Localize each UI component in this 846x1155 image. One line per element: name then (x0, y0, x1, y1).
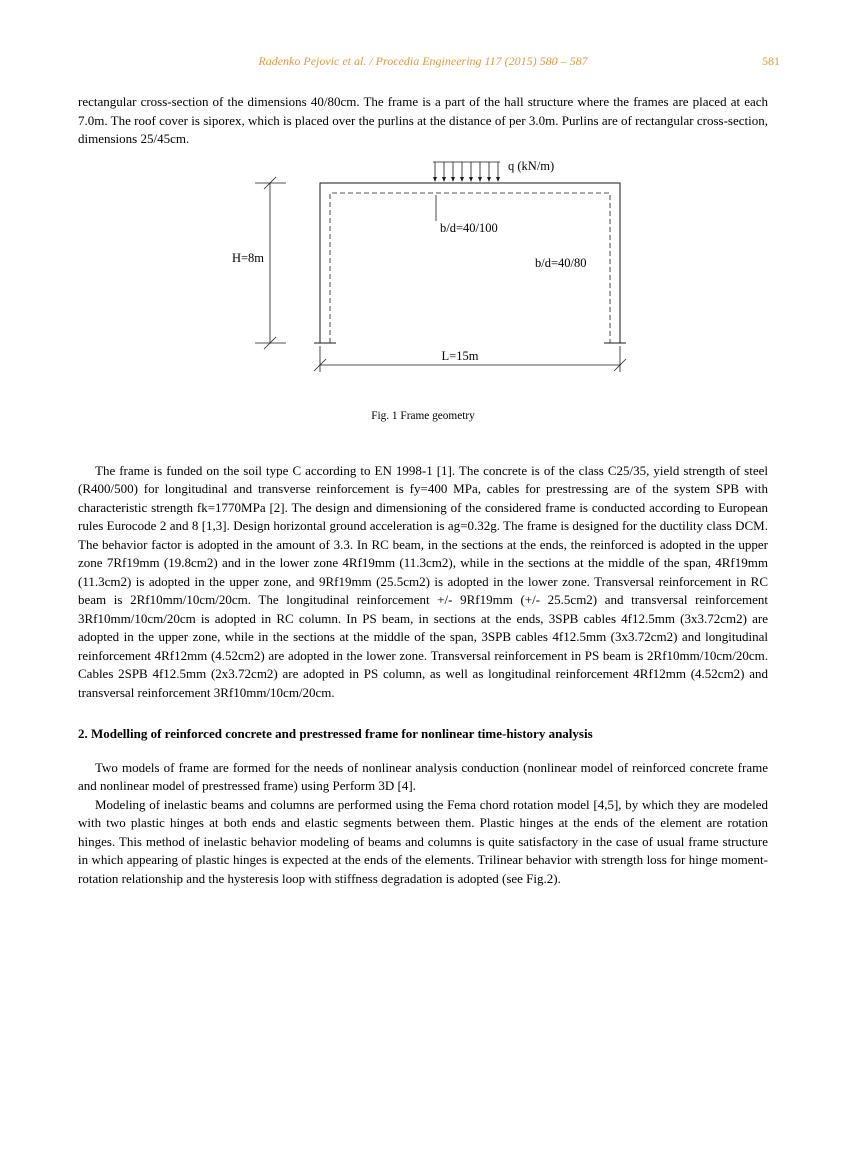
page-header (78, 54, 780, 69)
paragraph-design: The frame is funded on the soil type C according to EN 1998-1 [1]. The concrete is of the class C25/35, yield strength of steel (R400/500) for longitudinal and transverse reinforcement is fy=400 MPa, cables for prestressing are of the system SPB with characteristic strength fk=1770MPa [2]. The design and dimensioning of the considered frame is conducted according to European rules Eurocode 2 and 8 [1,3]. Design horizontal ground acceleration is ag=0.32g. The frame is designed for the ductility class DCM. The behavior factor is adopted in the amount of 3.3. In RC beam, in the sections at the ends, the reinforced is adopted in the upper zone 7Rf19mm (19.8cm2) and in the lower zone 4Rf19mm (11.3cm2), while in the sections at the middle of the span, 4Rf19mm (11.3cm2) is adopted in the upper zone, and 9Rf19mm (25.5cm2) is adopted in the lower zone. Transversal reinforcement in RC beam is 2Rf10mm/10cm/20cm. The longitudinal reinforcement +/- 9Rf19mm (+/- 25.5cm2) and transversal reinforcement 3Rf10mm/10cm/20cm is adopted in RC column. In PS beam, in sections at the ends, 3SPB cables 4f12.5mm (3x3.72cm2) are adopted in the upper zone, while in the sections at the middle of the span, 3SPB cables 4f12.5mm (3x3.72cm2) and longitudinal reinforcement 4Rf12mm (4.52cm2) are adopted in the lower zone. Transversal reinforcement in PS beam is 2Rf10mm/10cm/20cm. Cables 2SPB 4f12.5mm (2x3.72cm2) are adopted in PS column, as well as longitudinal reinforcement 4Rf12mm (4.52cm2) and transversal reinforcement 3Rf10mm/10cm/20cm. (78, 462, 768, 700)
beam-section-label: b/d=40/100 (440, 220, 498, 235)
figure-frame-geometry (78, 153, 768, 403)
column-section-label: b/d=40/80 (535, 255, 587, 270)
section-heading-modelling: 2. Modelling of reinforced concrete and prestressed frame for nonlinear time-history analysis (78, 726, 593, 741)
page-number: 581 (762, 54, 780, 68)
height-label: H=8m (231, 250, 264, 265)
figure-caption: Fig. 1 Frame geometry (371, 409, 475, 422)
frame-geometry-diagram (78, 153, 768, 403)
paragraph-modeling: Modeling of inelastic beams and columns are performed using the Fema chord rotation model [4,5], by which they are modeled with two plastic hinges at both ends and elastic segments between them. Plastic hinges at the ends of the element are rotation hinges. This method of inelastic behavior modeling of beams and columns is quite satisfactory in the case of usual frame structure in which appearing of plastic hinges is expected at the ends of the elements. Trilinear behavior with strength loss for hinge moment-rotation relationship and the hysteresis loop with stiffness degradation is adopted (see Fig.2). (78, 796, 768, 886)
load-label: q (kN/m) (508, 158, 555, 173)
paragraph-models: Two models of frame are formed for the needs of nonlinear analysis conduction (nonlinear model of reinforced concrete frame and nonlinear model of prestressed frame) using Perform 3D [4]. (78, 759, 768, 793)
running-head-citation: Radenko Pejovic et al. / Procedia Engineering 117 (2015) 580 – 587 (258, 54, 588, 68)
paragraph-continued: rectangular cross-section of the dimensions 40/80cm. The frame is a part of the hall structure where the frames are placed at each 7.0m. The roof cover is siporex, which is placed over the purlins at the distance of per 3.0m. Purlins are of rectangular cross-section, dimensions 25/45cm. (78, 94, 768, 146)
distributed-load-arrows (433, 162, 500, 182)
span-label: L=15m (441, 348, 479, 363)
